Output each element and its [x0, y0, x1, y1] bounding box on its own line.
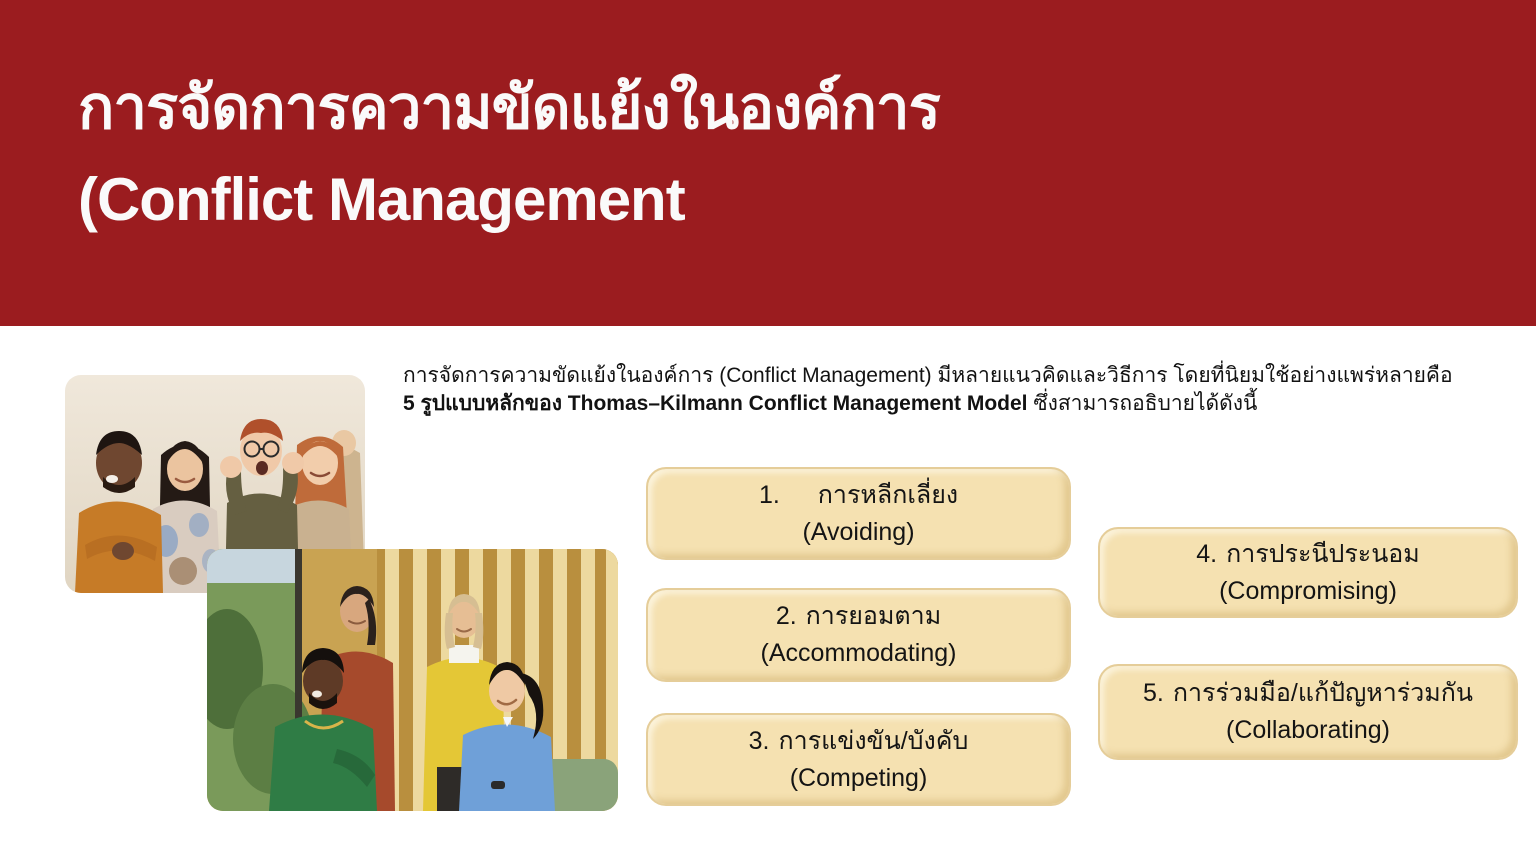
box-compromising [1098, 527, 1518, 618]
intro-paragraph [403, 362, 1465, 418]
box-title-line [1143, 675, 1473, 712]
paragraph-text-end: ซึ่งสามารถอธิบายได้ดังนี้ [1027, 392, 1258, 415]
box-number: 4. [1196, 539, 1218, 568]
box-competing [646, 713, 1071, 806]
box-collaborating [1098, 664, 1518, 760]
box-label-english: (Compromising) [1219, 576, 1397, 605]
box-title-line [749, 723, 969, 760]
box-label-thai: การหลีกเลี่ยง [817, 480, 959, 509]
page-title-line1: การจัดการความขัดแย้งในองค์การ [78, 74, 940, 141]
box-title-line [759, 477, 958, 514]
box-label-thai: การยอมตาม [805, 602, 942, 630]
page-title [78, 62, 940, 246]
box-number: 5. [1143, 679, 1164, 707]
box-label-english: (Competing) [789, 763, 928, 792]
box-avoiding [646, 467, 1071, 560]
paragraph-bold-model: 5 รูปแบบหลักของ Thomas–Kilmann Conflict Management Model [403, 392, 1028, 415]
title-banner [0, 0, 1536, 326]
box-number: 2. [775, 602, 797, 630]
box-label-thai: การร่วมมือ/แก้ปัญหาร่วมกัน [1172, 679, 1473, 707]
box-label-english: (Avoiding) [802, 517, 915, 546]
box-title-line [776, 598, 941, 635]
paragraph-text-start: การจัดการความขัดแย้งในองค์การ (Conflict Management) มีหลายแนวคิดและวิธีการ โดยที่นิยมใช้อย่างแพร่หลายคือ [403, 364, 1453, 387]
box-label-english: (Accommodating) [760, 639, 957, 667]
box-number: 3. [748, 726, 770, 755]
box-label-thai: การแข่งขัน/บังคับ [778, 726, 969, 755]
page-title-line2: (Conflict Management [78, 166, 685, 233]
box-title-line [1196, 536, 1420, 573]
box-label-thai: การประนีประนอม [1226, 539, 1420, 568]
discussion-group-illustration [207, 549, 618, 811]
box-number: 1. [758, 480, 780, 509]
box-label-english: (Collaborating) [1226, 716, 1390, 744]
box-accommodating [646, 588, 1071, 682]
team-discussion-photo [207, 549, 618, 811]
